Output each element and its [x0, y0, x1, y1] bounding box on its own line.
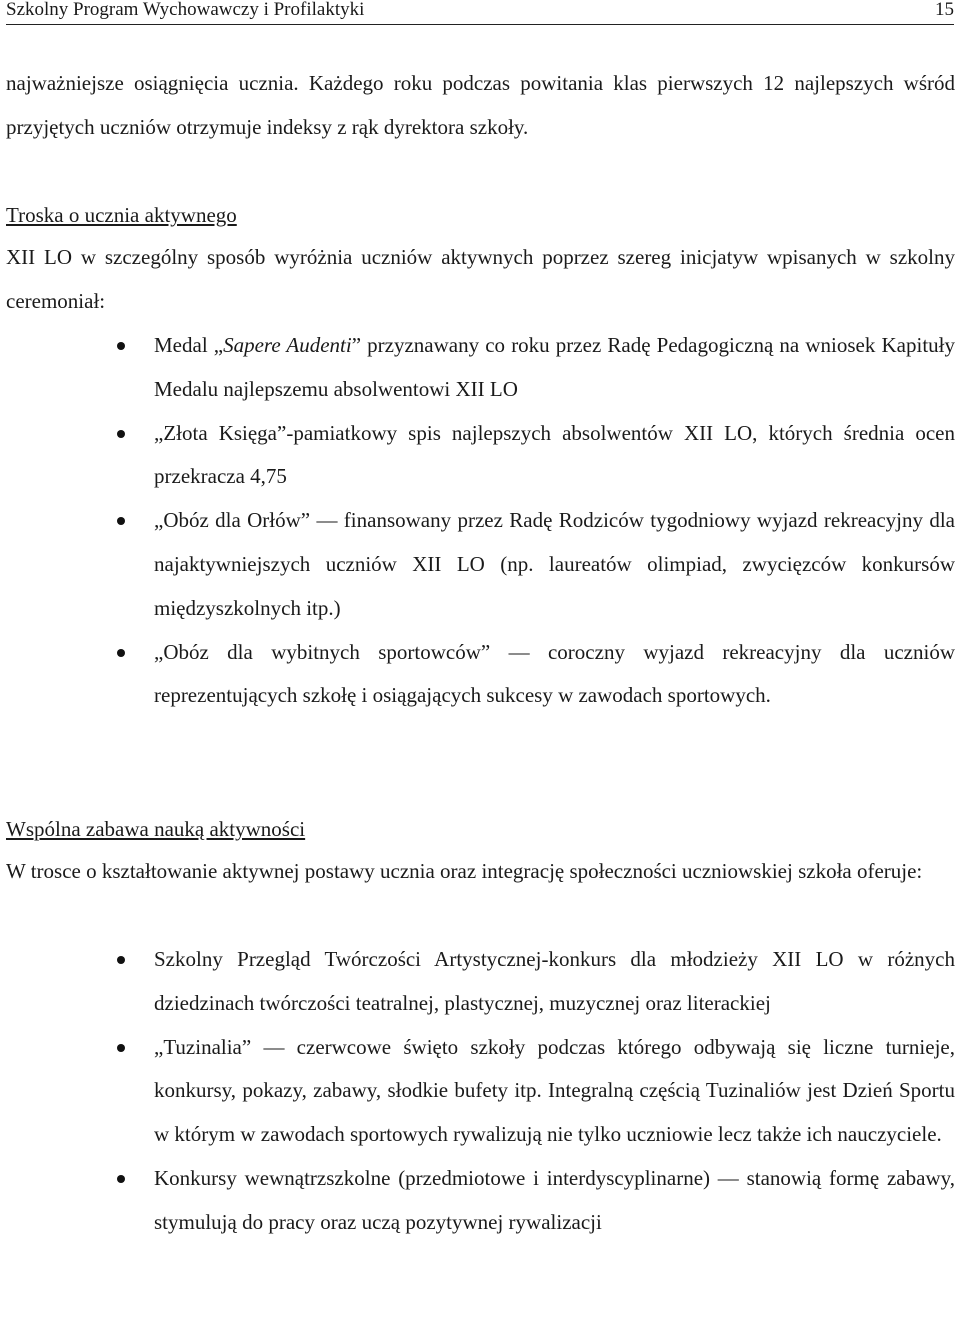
item-text-before: Medal „	[154, 333, 224, 357]
initiatives-list	[0, 324, 960, 718]
item-text-after: ” przyznawany co roku przez Radę Pedagogiczną na wniosek Kapituły Medalu najlepszemu absolwentowi XII LO	[154, 333, 955, 401]
running-header	[6, 0, 954, 25]
list-item	[0, 324, 960, 412]
item-text-italic: Sapere Audenti	[223, 333, 352, 357]
item-text: „Tuzinalia” — czerwcowe święto szkoły podczas którego odbywają się liczne turnieje, konkursy, pokazy, zabawy, słodkie bufety itp. Integralną częścią Tuzinaliów jest Dzień Sportu w którym w zawodach sportowych rywalizują nie tylko uczniowie lecz także ich nauczyciele.	[154, 1034, 955, 1147]
item-text: „Obóz dla Orłów” — finansowany przez Radę Rodziców tygodniowy wyjazd rekreacyjny dla najaktywniejszych uczniów XII LO (np. laureatów olimpiad, zwycięzców konkursów międzyszkolnych itp.)	[154, 508, 955, 620]
page-number: 15	[935, 0, 954, 20]
bullet-icon	[117, 517, 125, 525]
item-text: Szkolny Przegląd Twórczości Artystycznej-konkurs dla młodzieży XII LO w różnych dziedzinach twórczości teatralnej, plastycznej, muzycznej oraz literackiej	[154, 947, 955, 1015]
list-item	[0, 631, 960, 719]
bullet-icon	[117, 1044, 125, 1052]
section-heading-shared-fun: Wspólna zabawa nauką aktywności	[6, 817, 306, 841]
bullet-icon	[117, 342, 125, 350]
item-text: „Złota Księga”-pamiatkowy spis najlepszych absolwentów XII LO, których średnia ocen przekracza 4,75	[154, 420, 955, 489]
list-item	[0, 938, 960, 1026]
list-item	[0, 412, 960, 500]
section-heading-active-student: Troska o ucznia aktywnego	[6, 203, 237, 227]
item-text: „Obóz dla wybitnych sportowców” — coroczny wyjazd rekreacyjny dla uczniów reprezentujących szkołę i osiągających sukcesy w zawodach sportowych.	[154, 639, 955, 708]
list-item	[0, 1026, 960, 1157]
bullet-icon	[117, 1175, 125, 1183]
bullet-icon	[117, 649, 125, 657]
list-item	[0, 499, 960, 630]
list-item	[0, 1157, 960, 1245]
section-paragraph-shared-fun: W trosce o kształtowanie aktywnej postawy ucznia oraz integrację społeczności uczniowskiej szkoła oferuje:	[6, 859, 923, 883]
bullet-icon	[117, 956, 125, 964]
bullet-icon	[117, 430, 125, 438]
item-text: Konkursy wewnątrzszkolne (przedmiotowe i interdyscyplinarne) — stanowią formę zabawy, stymulują do pracy oraz uczą pozytywnej rywalizacji	[154, 1165, 955, 1234]
offerings-list	[0, 938, 960, 1245]
intro-paragraph: najważniejsze osiągnięcia ucznia. Każdego roku podczas powitania klas pierwszych 12 najlepszych wśród przyjętych uczniów otrzymuje indeksy z rąk dyrektora szkoły.	[6, 71, 955, 139]
section-paragraph-active-student: XII LO w szczególny sposób wyróżnia uczniów aktywnych poprzez szereg inicjatyw wpisanych w szkolny ceremoniał:	[6, 245, 955, 313]
document-title: Szkolny Program Wychowawczy i Profilaktyki	[6, 0, 365, 20]
